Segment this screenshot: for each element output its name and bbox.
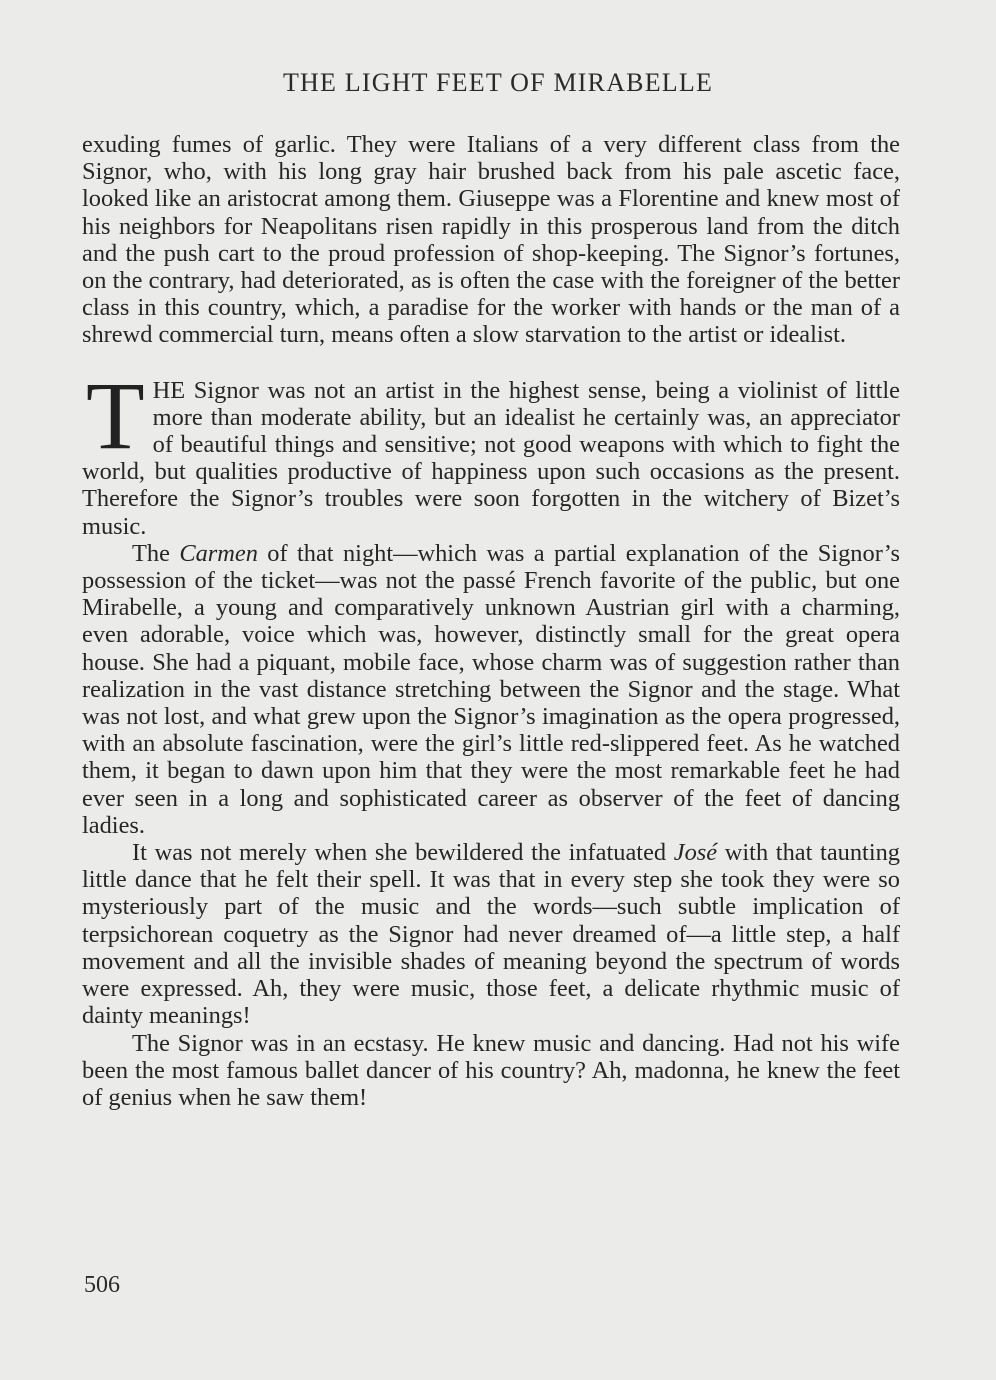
italic-carmen: Carmen xyxy=(179,539,258,567)
paragraph-4-start: It was not merely when she bewildered the infatuated xyxy=(132,839,674,867)
body-text xyxy=(82,131,900,1111)
running-head: THE LIGHT FEET OF MIRABELLE xyxy=(282,68,714,97)
paragraph-2 xyxy=(82,361,900,540)
paragraph-4-rest: with that taunting little dance that he felt their spell. It was that in every step she took they were so mysteriously part of the music and the words—such subtle implication of terpsichorean coquetry as the Signor had never dreamed of—a little step, a half movement and all the invisible shades of meaning beyond the spectrum of words were expressed. Ah, they were music, those feet, a delicate rhythmic music of dainty meanings! xyxy=(82,839,900,1030)
drop-cap: T xyxy=(86,361,145,469)
paragraph-1: exuding fumes of garlic. They were Italians of a very different class from the Signor, who, with his long gray hair brushed back from his pale ascetic face, looked like an aristocrat among them. Giuseppe was a Florentine and knew most of his neighbors for Neapolitans risen rapidly in this prosperous land from the ditch and the push cart to the proud profession of shop-keeping. The Signor’s fortunes, on the contrary, had deteriorated, as is often the case with the foreigner of the better class in this country, which, a paradise for the worker with hands or the man of a shrewd commercial turn, means often a slow starvation to the artist or idealist. xyxy=(82,131,900,349)
paragraph-3-rest: of that night—which was a partial explanation of the Signor’s possession of the ticket—was not the passé French favorite of the public, but one Mirabelle, a young and comparatively unknown Austrian girl with a charming, even adorable, voice which was, however, distinctly small for the great opera house. She had a piquant, mobile face, whose charm was of suggestion rather than realization in the vast distance stretching between the Signor and the stage. What was not lost, and what grew upon the Signor’s imagination as the opera progressed, with an absolute fascination, were the girl’s little red-slippered feet. As he watched them, it began to dawn upon him that they were the most remarkable feet he had ever seen in a long and sophisticated career as observer of the feet of dancing ladies. xyxy=(82,539,900,839)
paragraph-3-start: The xyxy=(132,539,180,567)
page-number: 506 xyxy=(84,1272,120,1298)
paragraph-4 xyxy=(82,839,900,1029)
paragraph-2-text: HE Signor was not an artist in the highest sense, being a violinist of little more than moderate ability, but an idealist he certainly was, an appreciator of beautiful things and sensitive; not good weapons with which to fight the world, but qualities productive of happiness upon such occasions as the present. Therefore the Signor’s troubles were soon forgotten in the witchery of Bizet’s music. xyxy=(82,376,900,540)
italic-jose: José xyxy=(673,839,718,867)
paragraph-3 xyxy=(82,540,900,839)
paragraph-5: The Signor was in an ecstasy. He knew music and dancing. Had not his wife been the most famous ballet dancer of his country? Ah, madonna, he knew the feet of genius when he saw them! xyxy=(82,1029,900,1111)
